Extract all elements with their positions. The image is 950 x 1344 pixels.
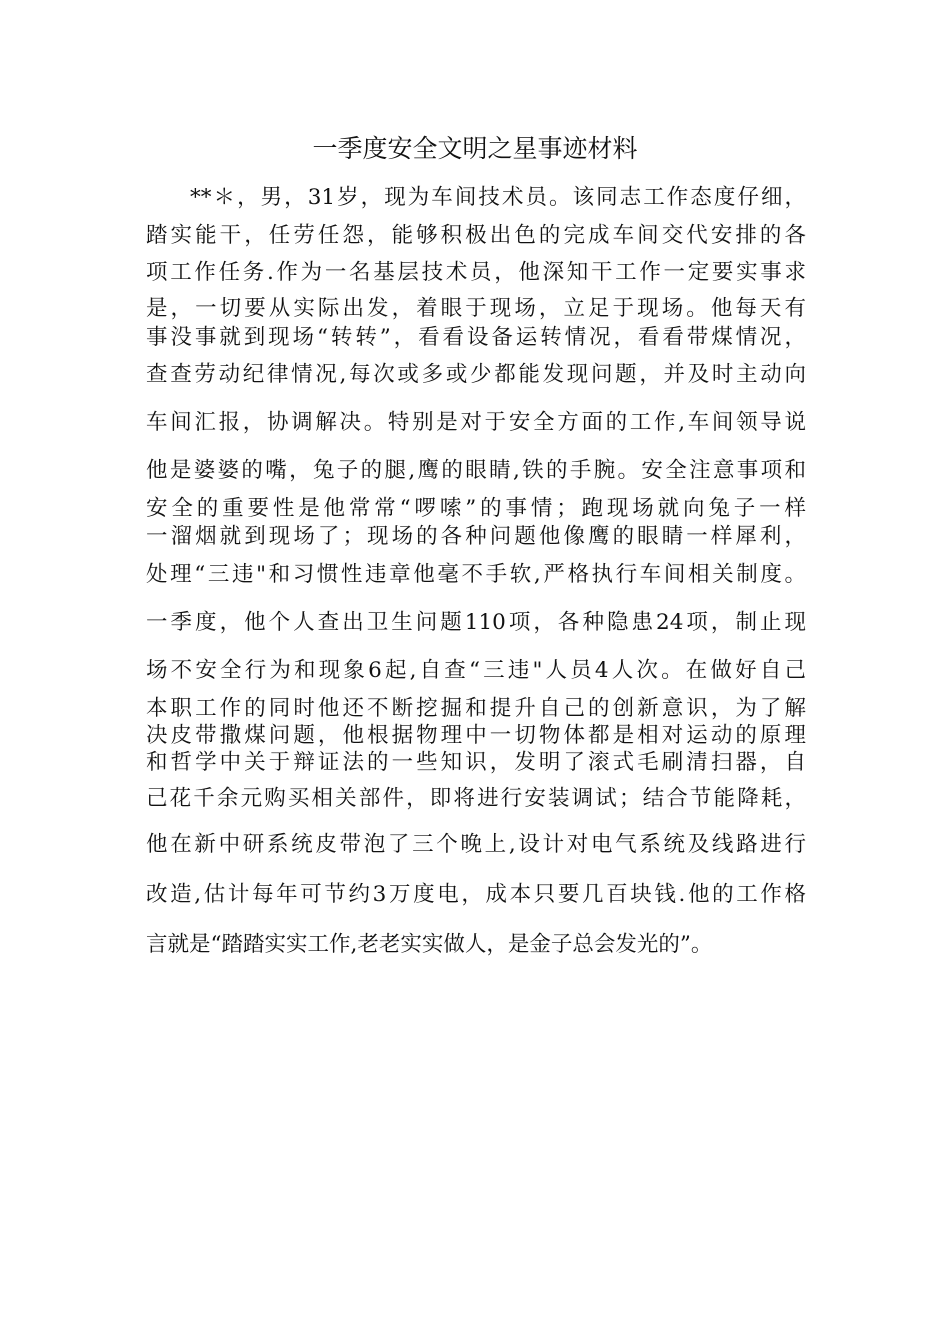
body-line-12: 一季度，他个人查出卫生问题110项，各种隐患24项，制止现 — [146, 610, 806, 635]
body-line-1: **＊，男，31岁，现为车间技术员。该同志工作态度仔细， — [190, 185, 806, 210]
body-line-10: 一溜烟就到现场了；现场的各种问题他像鹰的眼睛一样犀利， — [146, 524, 806, 549]
body-line-14: 本职工作的同时他还不断挖掘和提升自己的创新意识，为了解 — [146, 696, 806, 721]
body-line-15: 决皮带撒煤问题，他根据物理中一切物体都是相对运动的原理 — [146, 723, 806, 748]
body-line-11: 处理“三违"和习惯性违章他毫不手软,严格执行车间相关制度。 — [146, 562, 806, 587]
body-line-4: 是，一切要从实际出发，着眼于现场，立足于现场。他每天有 — [146, 296, 806, 321]
body-line-7: 车间汇报，协调解决。特别是对于安全方面的工作,车间领导说 — [146, 410, 806, 435]
body-line-20: 言就是“踏踏实实工作,老老实实做人，是金子总会发光的”。 — [146, 932, 713, 957]
body-line-8: 他是婆婆的嘴，兔子的腿,鹰的眼睛,铁的手腕。安全注意事项和 — [146, 458, 806, 483]
body-line-13: 场不安全行为和现象6起,自查“三违"人员4人次。在做好自己 — [146, 658, 806, 683]
document-title: 一季度安全文明之星事迹材料 — [312, 134, 638, 163]
body-line-5: 事没事就到现场“转转”，看看设备运转情况，看看带煤情况， — [146, 325, 806, 350]
body-line-3: 项工作任务.作为一名基层技术员，他深知干工作一定要实事求 — [146, 260, 806, 285]
body-line-6: 查查劳动纪律情况,每次或多或少都能发现问题，并及时主动向 — [146, 362, 806, 387]
body-line-18: 他在新中研系统皮带泡了三个晚上,设计对电气系统及线路进行 — [146, 832, 806, 857]
body-line-16: 和哲学中关于辩证法的一些知识，发明了滚式毛刷清扫器，自 — [146, 750, 806, 775]
body-line-17: 己花千余元购买相关部件，即将进行安装调试；结合节能降耗， — [146, 786, 806, 811]
body-line-19: 改造,估计每年可节约3万度电，成本只要几百块钱.他的工作格 — [146, 882, 806, 907]
body-line-9: 安全的重要性是他常常“啰嗦”的事情；跑现场就向兔子一样 — [146, 496, 806, 521]
body-line-2: 踏实能干，任劳任怨，能够积极出色的完成车间交代安排的各 — [146, 223, 806, 248]
